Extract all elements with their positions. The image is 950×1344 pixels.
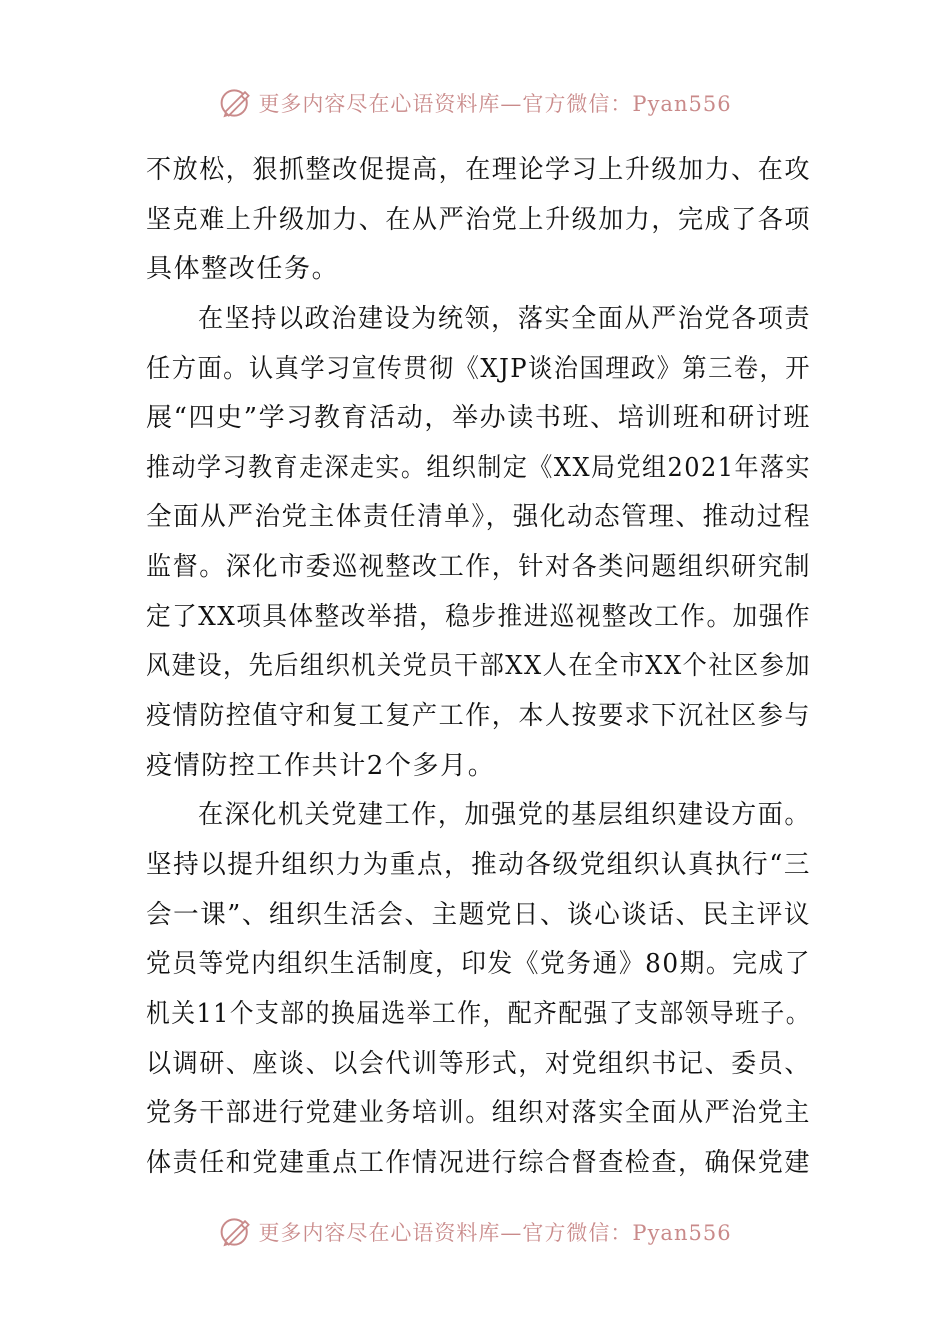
pen-logo-icon	[218, 85, 254, 121]
body-text-line: 推动学习教育走深走实。组织制定《XX局党组2021年落实	[146, 452, 811, 483]
footer-watermark-banner	[0, 1212, 950, 1252]
body-text-line: 会一课”、组织生活会、主题党日、谈心谈话、民主评议	[146, 899, 811, 930]
header-watermark-banner	[0, 83, 950, 123]
body-text-line: 体责任和党建重点工作情况进行综合督查检查，确保党建	[146, 1147, 811, 1178]
body-text-line: 疫情防控工作共计2个多月。	[146, 750, 496, 781]
body-text-line: 不放松，狠抓整改促提高，在理论学习上升级加力、在攻	[146, 155, 811, 185]
footer-watermark-text: 更多内容尽在心语资料库—官方微信：Pyan556	[258, 1221, 732, 1245]
body-text-line: 定了XX项具体整改举措，稳步推进巡视整改工作。加强作	[146, 601, 811, 632]
body-text-line: 党务干部进行党建业务培训。组织对落实全面从严治党主	[146, 1098, 811, 1129]
body-text-line: 以调研、座谈、以会代训等形式，对党组织书记、委员、	[146, 1048, 811, 1079]
pen-logo-icon	[218, 1214, 254, 1250]
header-watermark-text: 更多内容尽在心语资料库—官方微信：Pyan556	[258, 92, 732, 116]
body-text-line: 疫情防控值守和复工复产工作，本人按要求下沉社区参与	[146, 701, 811, 732]
body-text-line: 坚克难上升级加力、在从严治党上升级加力，完成了各项	[146, 204, 811, 235]
body-text-line: 风建设，先后组织机关党员干部XX人在全市XX个社区参加	[146, 651, 811, 682]
body-text-line: 展“四史”学习教育活动，举办读书班、培训班和研讨班	[146, 403, 812, 434]
body-text-line: 党员等党内组织生活制度，印发《党务通》80期。完成了	[146, 949, 811, 980]
body-text-line: 具体整改任务。	[146, 254, 340, 285]
body-text-line: 在坚持以政治建设为统领，落实全面从严治党各项责	[198, 303, 811, 334]
document-body	[146, 146, 811, 1188]
body-text-line: 任方面。认真学习宣传贯彻《XJP谈治国理政》第三卷，开	[146, 353, 811, 384]
body-text-line: 全面从严治党主体责任清单》，强化动态管理、推动过程	[146, 502, 811, 533]
body-text-line: 监督。深化市委巡视整改工作，针对各类问题组织研究制	[146, 552, 811, 583]
body-text-line: 坚持以提升组织力为重点，推动各级党组织认真执行“三	[146, 849, 811, 880]
body-text-line: 机关11个支部的换届选举工作，配齐配强了支部领导班子。	[146, 998, 811, 1029]
body-text-line: 在深化机关党建工作，加强党的基层组织建设方面。	[198, 800, 811, 831]
